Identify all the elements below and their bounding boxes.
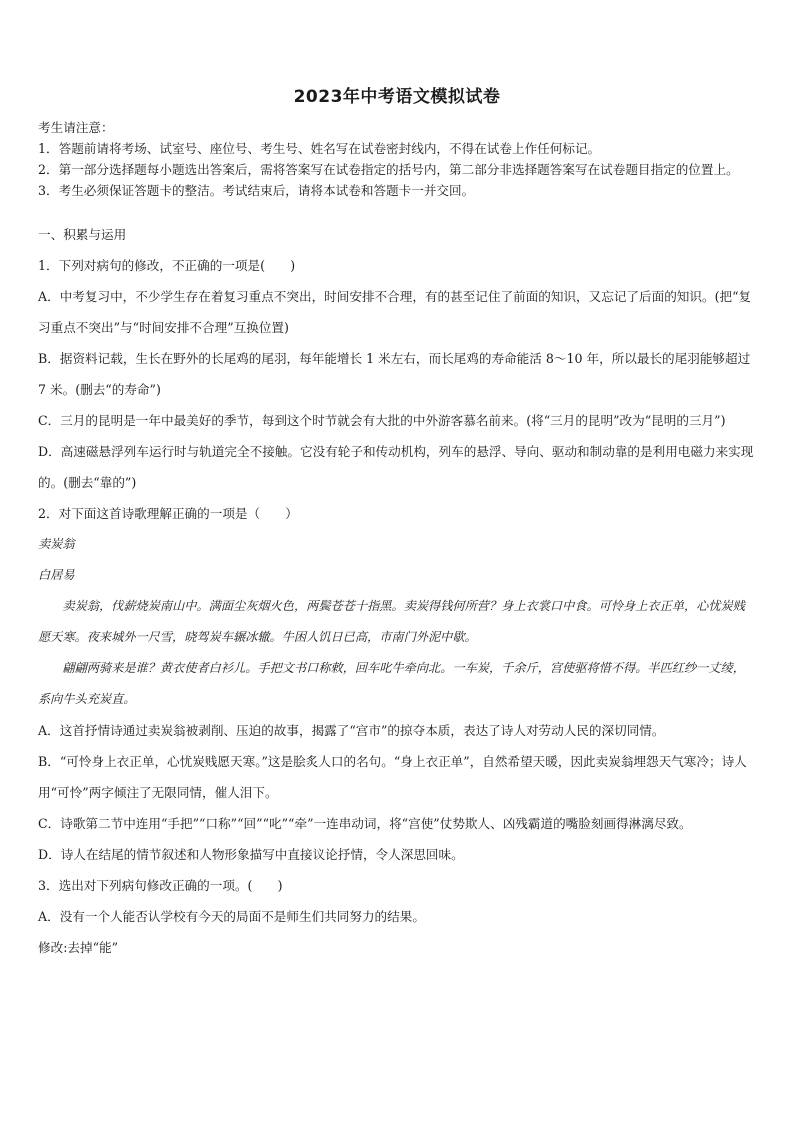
exam-notice [38, 117, 756, 201]
poem-title: 卖炭翁 [38, 537, 75, 551]
page-title: 2023年中考语文模拟试卷 [293, 87, 501, 107]
notice-item: 3．考生必须保证答题卡的整洁。考试结束后，请将本试卷和答题卡一并交回。 [38, 183, 475, 198]
poem [38, 529, 756, 715]
notice-heading: 考生请注意： [38, 120, 114, 135]
revision-note: 修改:去掉“能” [38, 940, 119, 955]
poem-author: 白居易 [38, 568, 75, 582]
question-option: C．诗歌第二节中连用“手把”“口称”“回”“叱”“牵”一连串动词，将“宫使”仗势欺人、凶残霸道的嘴脸刻画得淋漓尽致。 [38, 816, 692, 831]
question-option: A．中考复习中，不少学生存在着复习重点不突出，时间安排不合理，有的甚至记住了前面的知识，又忘记了后面的知识。(把“复习重点不突出”与“时间安排不合理”互换位置) [38, 289, 752, 335]
question-stem: 3．选出对下列病句修改正确的一项。( ) [38, 878, 283, 893]
question-option: A．没有一个人能否认学校有今天的局面不是师生们共同努力的结果。 [38, 909, 425, 924]
exam-page [38, 82, 756, 963]
question-option: B．“可怜身上衣正单，心忧炭贱愿天寒。”这是脍炙人口的名句。“身上衣正单”，自然希望天暖，因此卖炭翁埋怨天气寒冷；诗人用“可怜”两字倾注了无限同情，催人泪下。 [38, 754, 747, 800]
question-option: A．这首抒情诗通过卖炭翁被剥削、压迫的故事，揭露了“宫市”的掠夺本质，表达了诗人对劳动人民的深切同情。 [38, 723, 665, 738]
question-stem: 2．对下面这首诗歌理解正确的一项是（ ） [38, 506, 298, 521]
question-option: C．三月的昆明是一年中最美好的季节，每到这个时节就会有大批的中外游客慕名前来。(将“三月的昆明”改为“昆明的三月”) [38, 413, 726, 428]
question-option: D．诗人在结尾的情节叙述和人物形象描写中直接议论抒情，令人深思回味。 [38, 847, 464, 862]
section-heading: 一、积累与运用 [38, 227, 127, 242]
notice-item: 1．答题前请将考场、试室号、座位号、考生号、姓名写在试卷密封线内，不得在试卷上作任何标记。 [38, 141, 601, 156]
question-stem: 1．下列对病句的修改，不正确的一项是( ) [38, 258, 296, 273]
exam-body [38, 219, 756, 963]
question-option: D．高速磁悬浮列车运行时与轨道完全不接触。它没有轮子和传动机构，列车的悬浮、导向、驱动和制动靠的是利用电磁力来实现的。(删去“靠的”) [38, 444, 754, 490]
question-option: B．据资料记载，生长在野外的长尾鸡的尾羽，每年能增长 1 米左右，而长尾鸡的寿命能活 8～10 年，所以最长的尾羽能够超过 7 米。(删去“的寿命”) [38, 351, 751, 397]
poem-paragraph: 翩翩两骑来是谁？黄衣使者白衫儿。手把文书口称敕，回车叱牛牵向北。一车炭，千余斤，宫使驱将惜不得。半匹红纱一丈绫，系向牛头充炭直。 [38, 661, 745, 706]
poem-paragraph: 卖炭翁，伐薪烧炭南山中。满面尘灰烟火色，两鬓苍苍十指黑。卖炭得钱何所营？身上衣裳口中食。可怜身上衣正单，心忧炭贱愿天寒。夜来城外一尺雪，晓驾炭车辗冰辙。牛困人饥日已高，市南门外泥中歇。 [38, 599, 745, 644]
notice-item: 2．第一部分选择题每小题选出答案后，需将答案写在试卷指定的括号内，第二部分非选择题答案写在试卷题目指定的位置上。 [38, 162, 739, 177]
